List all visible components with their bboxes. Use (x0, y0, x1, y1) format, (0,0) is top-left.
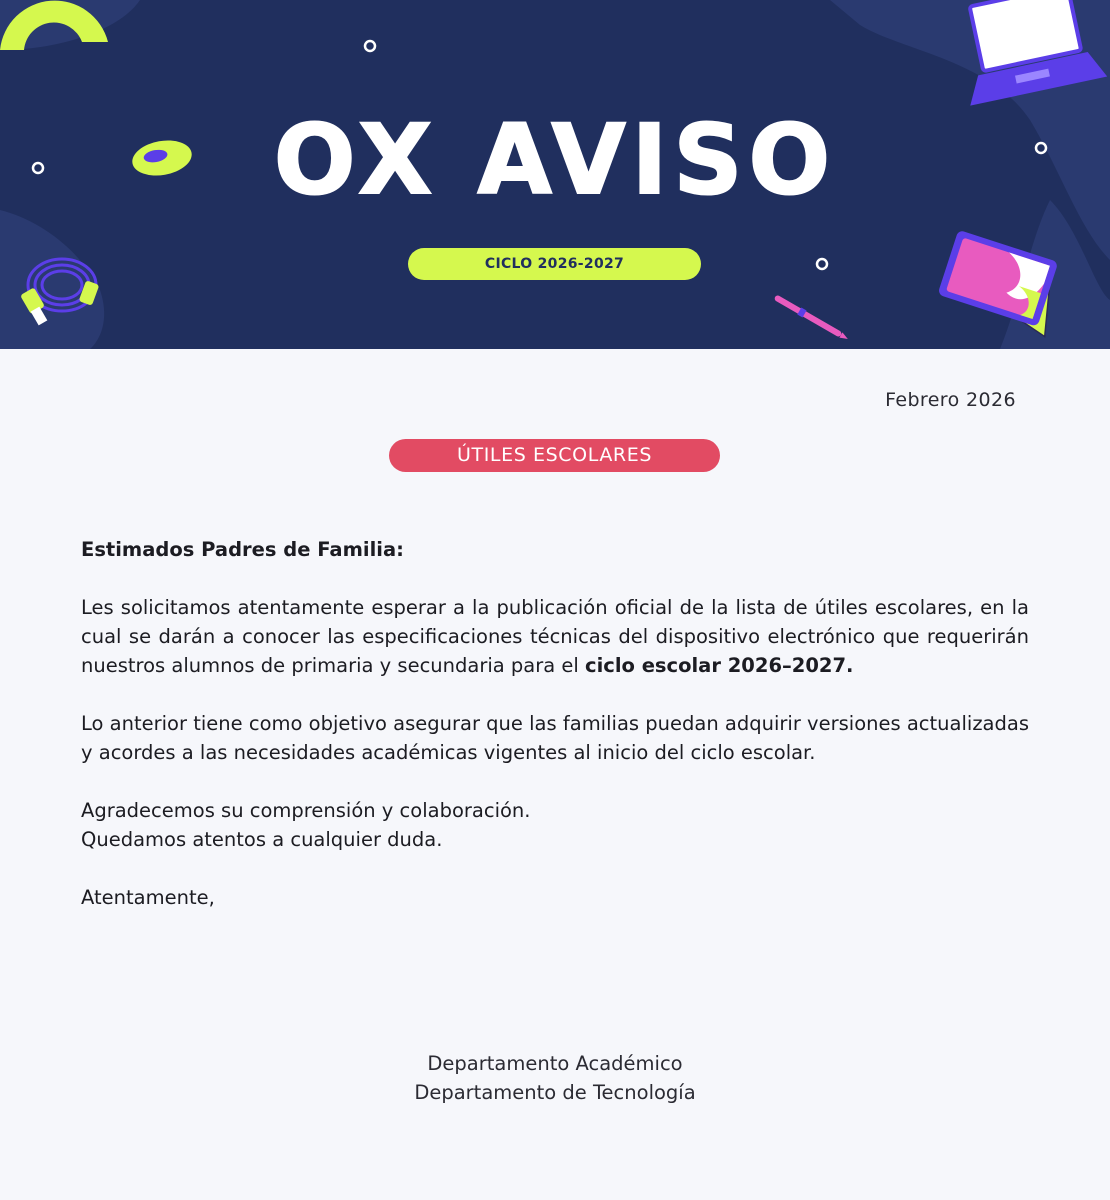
paragraph-2: Lo anterior tiene como objetivo asegurar que las familias puedan adquirir versiones actualizadas y acordes a las necesidades académicas vigentes al inicio del ciclo escolar. (81, 712, 1029, 764)
signature-line-2: Departamento de Tecnología (414, 1081, 696, 1104)
paragraph-1-emphasis: ciclo escolar 2026–2027. (585, 654, 854, 677)
closing: Atentamente, (81, 886, 215, 909)
notice-date: Febrero 2026 (885, 389, 1016, 411)
paragraph-1 (81, 593, 1029, 680)
thanks-line-2: Quedamos atentos a cualquier duda. (81, 828, 443, 851)
section-badge: ÚTILES ESCOLARES (389, 439, 720, 472)
paragraph-1-text: Les solicitamos atentamente esperar a la publicación oficial de la lista de útiles escolares, en la cual se darán a conocer las especificaciones técnicas del dispositivo electrónico que requerirán nuestros alumnos de primaria y secundaria para el (81, 596, 1029, 677)
ring-shape (365, 41, 375, 51)
thanks-block (81, 796, 1029, 854)
stylus-icon (773, 294, 850, 343)
ring-shape (817, 259, 827, 269)
cycle-badge: CICLO 2026-2027 (408, 248, 701, 280)
greeting: Estimados Padres de Familia: (81, 538, 404, 561)
thanks-line-1: Agradecemos su comprensión y colaboración. (81, 799, 531, 822)
page-title: OX AVISO (273, 104, 837, 216)
signature-line-1: Departamento Académico (427, 1052, 683, 1075)
letter-body (81, 535, 1029, 941)
header-banner (0, 0, 1110, 349)
signature-block (0, 1049, 1110, 1107)
